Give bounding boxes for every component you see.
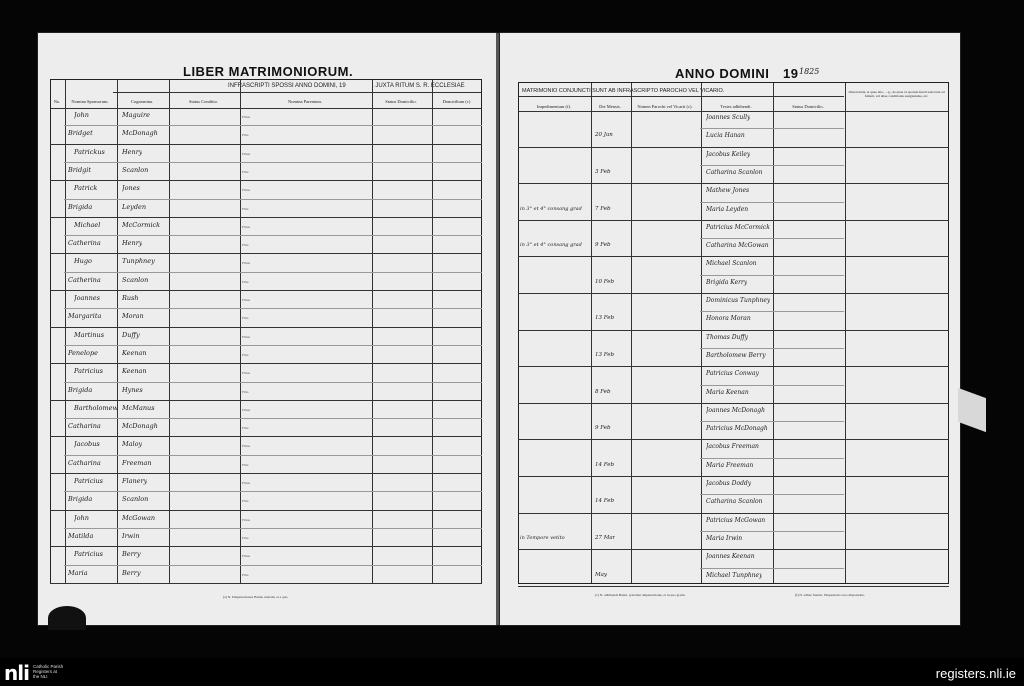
parent-label-daughter: Filia: [242, 133, 249, 138]
bride-surname: Scanlon: [122, 275, 149, 284]
bride-surname: Keenan: [122, 348, 147, 357]
witness-two: Catharina Scanlon: [706, 168, 763, 176]
parent-label-son: Filius: [242, 517, 250, 522]
parent-label-son: Filius: [242, 554, 250, 559]
groom-first-name: Bartholomew: [74, 403, 119, 412]
bride-first-name: Catherina: [68, 239, 101, 248]
groom-first-name: John: [74, 111, 89, 119]
left-row-divider: [50, 583, 482, 584]
parent-label-son: Filius: [242, 444, 250, 449]
witness-two: Honora Moran: [706, 315, 751, 323]
left-row-midline: [64, 199, 482, 200]
groom-first-name: Jacobus: [74, 440, 100, 449]
groom-surname: McGowan: [122, 513, 156, 522]
groom-first-name: Hugo: [74, 257, 92, 266]
groom-surname: Maloy: [122, 440, 143, 449]
footer-caption-line-1: Catholic Parish: [33, 664, 64, 669]
footer-caption-line-2: Registers at: [33, 669, 58, 674]
right-row-midline: [700, 165, 844, 166]
bride-surname: McDonagh: [122, 422, 158, 431]
page-marker-tab: [958, 388, 986, 432]
right-row-midline: [700, 458, 844, 459]
parent-label-son: Filius: [242, 151, 250, 156]
left-row-divider: [50, 290, 482, 291]
witness-two: Lucia Hanan: [706, 132, 745, 140]
witness-two: Bartholomew Berry: [706, 351, 766, 359]
witness-one: Jacobus Doddy: [706, 480, 752, 487]
right-row-midline: [700, 238, 844, 239]
groom-surname: Berry: [122, 550, 141, 559]
right-column-header: Nomen Parochi vel Vicarii (c).: [637, 104, 693, 109]
bride-first-name: Margarita: [68, 312, 102, 321]
right-subheader: MATRIMONIO CONJUNCTI SUNT AB INFRASCRIPTO PAROCHO VEL VICARIO.: [522, 88, 725, 94]
left-column-header: Status Conditio.: [188, 99, 218, 104]
marriage-date: 20 Jan: [595, 132, 613, 139]
right-row-divider: [518, 366, 949, 367]
right-footnote-right: (f) N. adhuc fuerint, Dispensatio vero dispensatio.: [795, 593, 866, 597]
right-column-header: Die Mensis.: [599, 104, 621, 109]
marriage-date: 14 Feb: [595, 498, 615, 505]
parent-label-son: Filius: [242, 261, 250, 266]
left-row-divider: [50, 217, 482, 218]
witness-two: Maria Keenan: [706, 388, 749, 396]
right-row-midline: [700, 421, 844, 422]
groom-surname: McManus: [122, 403, 155, 412]
left-row-divider: [50, 363, 482, 364]
left-row-divider: [50, 510, 482, 511]
parent-label-son: Filius: [242, 298, 250, 302]
left-row-midline: [64, 528, 482, 529]
groom-surname: Rush: [122, 294, 139, 302]
witness-one: Jacobus Keiley: [706, 150, 751, 158]
witness-two: Patricius McDonagh: [706, 425, 768, 433]
groom-surname: McCormick: [122, 220, 161, 229]
right-row-midline: [700, 385, 844, 386]
left-row-midline: [64, 418, 482, 419]
year-prefix: 19: [783, 66, 799, 81]
left-row-midline: [64, 235, 482, 236]
witness-two: Catharina McGowan: [706, 242, 769, 250]
left-row-divider: [50, 436, 482, 437]
groom-surname: Maguire: [122, 111, 150, 119]
left-column-header: Cognomina.: [130, 99, 154, 104]
groom-first-name: Patricius: [74, 477, 103, 485]
right-row-midline: [700, 348, 844, 349]
right-row-midline: [700, 275, 844, 276]
marriage-date: 8 Feb: [595, 388, 611, 395]
groom-surname: Tunphney: [122, 257, 155, 266]
year-handwritten: 1825: [799, 67, 820, 76]
groom-first-name: Martinus: [74, 330, 105, 339]
marriage-date: 9 Feb: [595, 425, 611, 432]
parent-label-daughter: Filia: [242, 426, 249, 431]
witness-one: Mathew Jones: [706, 187, 750, 195]
right-row-divider: [518, 476, 949, 477]
left-row-divider: [50, 473, 482, 474]
parent-label-son: Filius: [242, 481, 250, 485]
witness-one: Michael Scanlon: [706, 260, 757, 268]
left-row-midline: [64, 565, 482, 566]
left-register-table: [50, 79, 482, 584]
nli-logo[interactable]: nli: [4, 661, 29, 685]
left-row-divider: [50, 253, 482, 254]
right-row-midline: [700, 494, 844, 495]
left-column-header: Domicilium (c): [442, 99, 471, 104]
bride-first-name: Brigida: [68, 202, 93, 211]
bride-surname: Scanlon: [122, 495, 149, 504]
thumb-shadow: [48, 606, 86, 630]
bride-surname: Freeman: [122, 458, 152, 467]
left-row-midline: [64, 308, 482, 309]
parent-label-daughter: Filia: [242, 243, 249, 248]
bride-first-name: Catharina: [68, 458, 101, 467]
right-row-divider: [518, 513, 949, 514]
left-row-divider: [50, 180, 482, 181]
bride-surname: McDonagh: [122, 129, 158, 138]
parent-label-son: Filius: [242, 371, 250, 376]
bride-first-name: Brigida: [68, 495, 93, 504]
bride-first-name: Matilda: [68, 531, 94, 540]
left-subheader-ritum: , JUXTA RITUM S. R. ECCLESIAE: [372, 83, 465, 89]
parent-label-son: Filius: [242, 188, 250, 193]
left-column-header: Status Domicilio.: [385, 99, 417, 104]
marriage-date: 10 Feb: [595, 278, 615, 285]
parent-label-son: Filius: [242, 407, 250, 412]
left-column-header: Nomina Sponsorum.: [71, 99, 109, 104]
witness-two: Michael Tunphney: [706, 571, 763, 579]
marriage-date: 13 Feb: [595, 351, 615, 358]
right-row-divider: [518, 147, 949, 148]
parent-label-daughter: Filia: [242, 279, 249, 284]
parent-label-daughter: Filia: [242, 316, 249, 321]
impediment-note: in Tempore vetito: [520, 534, 565, 541]
groom-surname: Henry: [122, 147, 143, 156]
groom-first-name: Michael: [74, 220, 101, 229]
right-row-midline: [700, 311, 844, 312]
groom-first-name: Patrickus: [74, 147, 105, 156]
bride-first-name: Penelope: [68, 348, 98, 357]
bride-surname: Leyden: [122, 202, 147, 211]
right-column-header: Impedimentum (f).: [536, 104, 572, 109]
witness-two: Catharina Scanlon: [706, 498, 763, 506]
witness-one: Patricius McGowan: [706, 516, 766, 524]
marriage-date: 13 Feb: [595, 315, 615, 322]
witness-one: Joannes Keenan: [706, 553, 755, 561]
left-row-midline: [64, 455, 482, 456]
witness-one: Joannes McDonagh: [706, 406, 765, 414]
parent-label-daughter: Filia: [242, 499, 249, 504]
site-url-link[interactable]: registers.nli.ie: [935, 666, 1016, 681]
witness-one: Jacobus Freeman: [706, 443, 759, 451]
left-row-midline: [64, 491, 482, 492]
groom-first-name: Patricius: [74, 550, 103, 559]
right-row-midline: [700, 128, 844, 129]
right-row-divider: [518, 220, 949, 221]
groom-first-name: Patricius: [74, 367, 103, 376]
parent-label-daughter: Filia: [242, 352, 249, 357]
witness-one: Patricius McCormick: [706, 223, 770, 231]
left-row-midline: [64, 272, 482, 273]
right-register-page: [500, 33, 960, 625]
bride-surname: Scanlon: [122, 165, 149, 174]
right-row-midline: [700, 568, 844, 569]
left-footnote: (a) N. Dispensationes Banni, unicam, et a quo.: [223, 595, 289, 599]
witness-two: Maria Irwin: [706, 534, 743, 542]
left-row-midline: [64, 345, 482, 346]
groom-first-name: Joannes: [74, 294, 100, 302]
impediment-note: in 3° et 4° consang grad: [520, 205, 582, 212]
left-row-midline: [64, 382, 482, 383]
bride-first-name: Catharina: [68, 422, 101, 431]
right-column-header: Testes adhibendi.: [720, 104, 752, 109]
left-row-divider: [50, 327, 482, 328]
parent-label-daughter: Filia: [242, 572, 249, 577]
left-row-midline: [64, 162, 482, 163]
left-column-header: No.: [53, 99, 61, 104]
groom-first-name: John: [74, 513, 89, 522]
right-row-divider: [518, 330, 949, 331]
witness-one: Dominicus Tunphney: [706, 297, 771, 304]
bride-first-name: Bridgit: [68, 165, 91, 174]
bride-first-name: Catherina: [68, 275, 101, 284]
groom-surname: Flanery: [122, 477, 148, 485]
bride-surname: Moran: [122, 312, 144, 321]
left-column-header: Nomina Parentum.: [288, 99, 322, 104]
right-row-midline: [700, 202, 844, 203]
footer-bar: [0, 658, 1024, 686]
impediment-note: in 3° et 4° consang grad: [520, 242, 582, 249]
right-footnote-left: (c) N. adhibendi Banni, systemat dispensationis, et in quo gradu.: [595, 593, 686, 597]
left-register-page: [38, 33, 496, 625]
bride-first-name: Brigida: [68, 385, 93, 394]
right-row-divider: [518, 293, 949, 294]
witness-one: Thomas Duffy: [706, 333, 749, 341]
parent-label-daughter: Filia: [242, 206, 249, 211]
left-row-midline: [64, 125, 482, 126]
right-row-divider: [518, 439, 949, 440]
parent-label-daughter: Filia: [242, 535, 249, 540]
groom-surname: Jones: [122, 184, 140, 193]
footer-caption-line-3: the NLI: [33, 674, 48, 679]
parent-label-daughter: Filia: [242, 389, 249, 394]
bride-first-name: Maria: [68, 568, 88, 577]
bride-first-name: Bridget: [68, 129, 93, 138]
right-row-midline: [700, 531, 844, 532]
marriage-date: May: [595, 571, 608, 578]
marriage-date: 7 Feb: [595, 205, 611, 212]
right-page-title: ANNO DOMINI: [675, 66, 770, 81]
right-column-header: Status Domicilio.: [792, 104, 824, 109]
left-subheader-main: INFRASCRIPTI SPOSSI ANNO DOMINI, 19: [228, 83, 346, 89]
groom-first-name: Patrick: [74, 184, 98, 193]
marriage-date: 14 Feb: [595, 461, 615, 468]
bride-surname: Henry: [122, 239, 143, 248]
right-row-divider: [518, 183, 949, 184]
right-row-divider: [518, 403, 949, 404]
bride-surname: Berry: [122, 568, 141, 577]
right-row-divider: [518, 586, 949, 587]
left-row-divider: [50, 144, 482, 145]
witness-two: Maria Leyden: [706, 205, 749, 213]
groom-surname: Keenan: [122, 367, 147, 376]
marriage-date: 27 Mar: [595, 534, 616, 541]
parent-label-daughter: Filia: [242, 169, 249, 174]
witness-two: Maria Freeman: [706, 461, 754, 469]
parent-label-daughter: Filia: [242, 462, 249, 467]
parent-label-son: Filius: [242, 224, 250, 229]
bride-surname: Hynes: [122, 385, 143, 394]
right-row-divider: [518, 549, 949, 550]
left-row-divider: [50, 546, 482, 547]
parent-label-son: Filius: [242, 115, 250, 119]
witness-two: Brigida Kerry: [706, 278, 748, 286]
right-row-divider: [518, 256, 949, 257]
left-row-divider: [50, 400, 482, 401]
witness-one: Patricius Conway: [706, 370, 759, 378]
left-page-title: LIBER MATRIMONIORUM.: [183, 64, 354, 79]
bride-surname: Irwin: [122, 531, 140, 540]
groom-surname: Duffy: [122, 330, 140, 339]
marriage-date: 3 Feb: [595, 168, 611, 175]
parent-label-son: Filius: [242, 334, 250, 339]
right-column-header: Observanda, si quae alia, …g., de quae vs sponsis fuerit sanctoria ad folium, vel aliae conditionis assignandae, etc.: [848, 90, 945, 98]
witness-one: Joannes Scully: [706, 114, 751, 121]
marriage-date: 9 Feb: [595, 242, 611, 249]
